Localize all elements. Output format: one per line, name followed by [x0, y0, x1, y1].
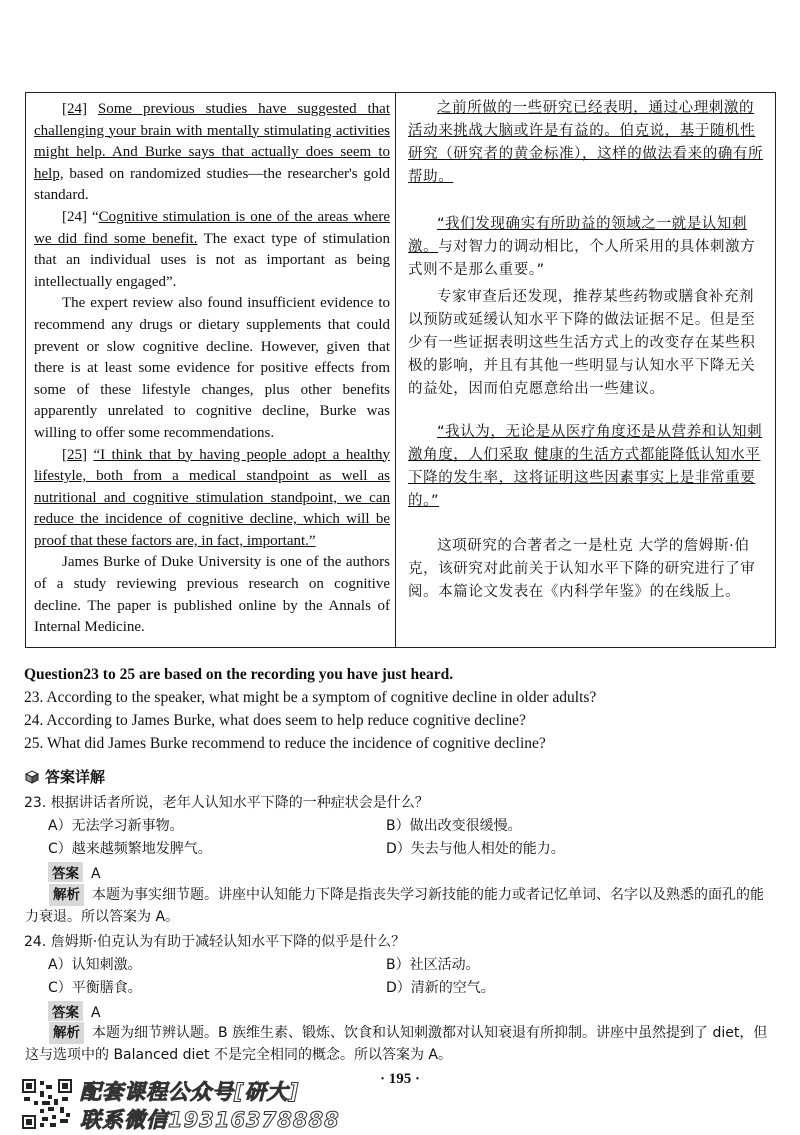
en-p1-underlined: Some previous studies have suggested that challenging your brain with mentally stimulating activities might help. And Burke says that actually does seem to help,	[34, 101, 390, 182]
explanation-tag: 解析	[49, 1022, 84, 1044]
explanation-tag: 解析	[49, 884, 84, 906]
answer-23-explanation-text: 本题为事实细节题。讲座中认知能力下降是指丧失学习新技能的能力或者记忆单词、名字以及熟悉的面孔的能力衰退。所以答案为 A。	[25, 887, 764, 925]
bilingual-text-box	[25, 92, 776, 648]
question-23: 23. According to the speaker, what might be a symptom of cognitive decline in older adults?	[24, 689, 597, 706]
answer-section-title	[25, 766, 105, 787]
cube-icon	[25, 770, 39, 784]
en-paragraph-3: The expert review also found insufficient evidence to recommend any drugs or dietary supplements that could prevent or slow cognitive decline. However, given that there is at least some evidence for positive effects from some of these lifestyle changes, plus other benefits apparently unrelated to cognitive decline, Burke was willing to offer some recommendations.	[34, 295, 390, 441]
answer-24-key	[48, 1001, 101, 1021]
en-p2-marker: [24]	[62, 208, 87, 225]
zh-p2-rest: 与对智力的调动相比，个人所采用的具体刺激方式则不是那么重要。”	[408, 239, 756, 278]
answer-tag: 答案	[48, 862, 83, 882]
en-p4-underlined: “I think that by having people adopt a healthy lifestyle, both from a medical standpoint as well as nutritional and cognitive stimulation standpoint, we can reduce the incidence of cognitive decline, which will be proof that these factors are, in fact, important.”	[34, 446, 390, 549]
answer-23-option-d: D）失去与他人相处的能力。	[386, 841, 565, 857]
zh-paragraph-3: 专家审查后还发现，推荐某些药物或膳食补充剂以预防或延缓认知水平下降的做法证据不足。但是至少有一些证据表明这些生活方式上的改变存在某些积极的影响，并且有其他一些明显与认知水平下降无关的益处，因而伯克愿意给出一些建议。	[408, 289, 756, 397]
en-p2-rest: The exact type of stimulation that an individual uses is not as important as being intellectually engaged”.	[34, 230, 390, 290]
answer-23-option-c: C）越来越频繁地发脾气。	[48, 841, 212, 857]
page-number: · 195 ·	[379, 1071, 420, 1087]
en-p1-rest: based on randomized studies—the researcher's gold standard.	[34, 165, 390, 204]
watermark-line-2: 联系微信19316378888	[80, 1108, 340, 1132]
answer-24-option-d: D）清新的空气。	[386, 980, 495, 996]
zh-paragraph-4	[408, 421, 764, 513]
zh-paragraph-5: 这项研究的合著者之一是杜克 大学的詹姆斯·伯克，该研究对此前关于认知水平下降的研究进行了审阅。本篇论文发表在《内科学年鉴》的在线版上。	[408, 538, 756, 600]
answer-24-key-value: A	[91, 1005, 101, 1021]
question-25: 25. What did James Burke recommend to reduce the incidence of cognitive decline?	[24, 735, 546, 752]
en-p4-marker: [25]	[62, 446, 87, 463]
answer-23-option-b: B）做出改变很缓慢。	[386, 818, 522, 834]
en-paragraph-4	[34, 445, 390, 553]
en-paragraph-5: James Burke of Duke University is one of the authors of a study reviewing previous research on cognitive decline. The paper is published online by the Annals of Internal Medicine.	[34, 554, 390, 636]
answer-23-stem: 23. 根据讲话者所说，老年人认知水平下降的一种症状会是什么？	[24, 795, 429, 811]
en-p2-underlined: Cognitive stimulation is one of the areas where we did find some benefit.	[34, 208, 390, 247]
answer-24-option-c: C）平衡膳食。	[48, 980, 142, 996]
questions-heading: Question23 to 25 are based on the recording you have just heard.	[24, 666, 454, 683]
zh-p2-underlined: “我们发现确实有所助益的领域之一就是认知刺激。	[408, 216, 748, 255]
en-paragraph-1	[34, 99, 390, 207]
answer-title-text: 答案详解	[45, 768, 106, 786]
answer-23-option-a: A）无法学习新事物。	[48, 818, 184, 834]
question-24: 24. According to James Burke, what does seem to help reduce cognitive decline?	[24, 712, 526, 729]
answer-24-option-b: B）社区活动。	[386, 957, 480, 973]
answer-24-stem: 24. 詹姆斯·伯克认为有助于减轻认知水平下降的似乎是什么？	[24, 934, 406, 950]
answer-24-explanation-text: 本题为细节辨认题。B 族维生素、锻炼、饮食和认知刺激都对认知衰退有所抑制。讲座中虽然提到了 diet，但这与选项中的 Balanced diet 不是完全相同的概念。所以答案为 A。	[25, 1025, 768, 1063]
english-column	[34, 99, 390, 639]
en-p2-quote: “	[87, 208, 99, 225]
answer-24-option-a: A）认知刺激。	[48, 957, 142, 973]
chinese-column	[408, 97, 764, 604]
answer-23-explanation	[25, 884, 777, 928]
answer-23-key-value: A	[91, 866, 101, 882]
answer-24-explanation	[25, 1022, 777, 1066]
qr-code-icon[interactable]	[22, 1079, 72, 1129]
en-paragraph-2	[34, 207, 390, 293]
answer-23-key	[48, 862, 101, 882]
zh-paragraph-1	[408, 97, 764, 189]
zh-paragraph-2	[408, 213, 764, 282]
en-p1-marker: [24]	[62, 101, 87, 117]
zh-p1-underlined: 之前所做的一些研究已经表明，通过心理刺激的活动来挑战大脑或许是有益的。伯克说，基于随机性研究（研究者的黄金标准），这样的做法看来的确有所帮助。	[408, 100, 764, 185]
watermark-line-1: 配套课程公众号[研大]	[80, 1080, 300, 1104]
zh-p4-underlined: “我认为，无论是从医疗角度还是从营养和认知刺激角度，人们采取 健康的生活方式都能降低认知水平 下降的发生率，这将证明这些因素事实上是非常重要的。”	[408, 424, 763, 509]
answer-tag: 答案	[48, 1001, 83, 1021]
column-divider	[395, 93, 396, 647]
